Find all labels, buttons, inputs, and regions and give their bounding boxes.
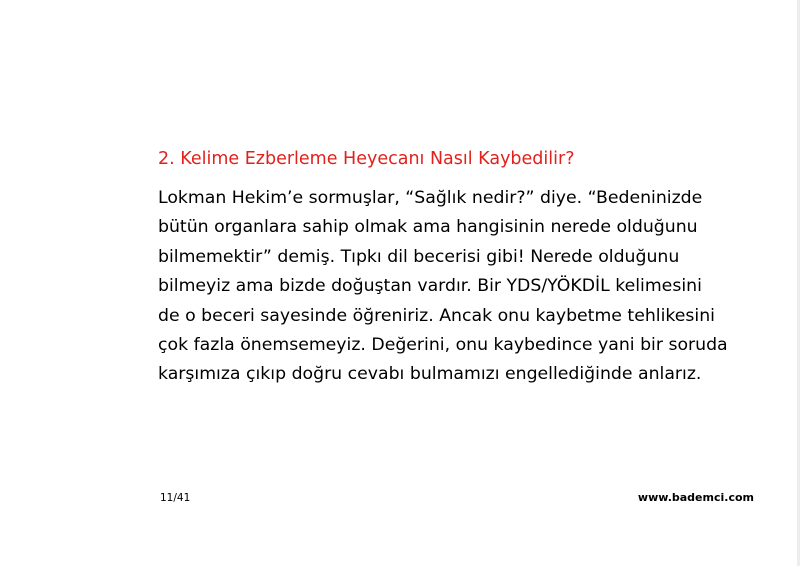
section-heading: 2. Kelime Ezberleme Heyecanı Nasıl Kaybedilir? (158, 149, 575, 169)
body-line: bilmeyiz ama bizde doğuştan vardır. Bir YDS/YÖKDİL kelimesini (158, 276, 702, 297)
body-line: bütün organlara sahip olmak ama hangisinin nerede olduğunu (158, 217, 698, 238)
body-line: bilmemektir” demiş. Tıpkı dil becerisi gibi! Nerede olduğunu (158, 246, 680, 267)
body-paragraph (158, 184, 778, 390)
page-number: 11/41 (160, 492, 191, 504)
website-link[interactable]: www.bademci.com (637, 491, 754, 504)
body-line: çok fazla önemsemeyiz. Değerini, onu kaybedince yani bir soruda (158, 335, 728, 356)
body-line: Lokman Hekim’e sormuşlar, “Sağlık nedir?” diye. “Bedeninizde (158, 188, 703, 208)
body-line: de o beceri sayesinde öğreniriz. Ancak onu kaybetme tehlikesini (158, 305, 715, 326)
body-line: karşımıza çıkıp doğru cevabı bulmamızı engellediğinde anlarız. (158, 364, 702, 385)
